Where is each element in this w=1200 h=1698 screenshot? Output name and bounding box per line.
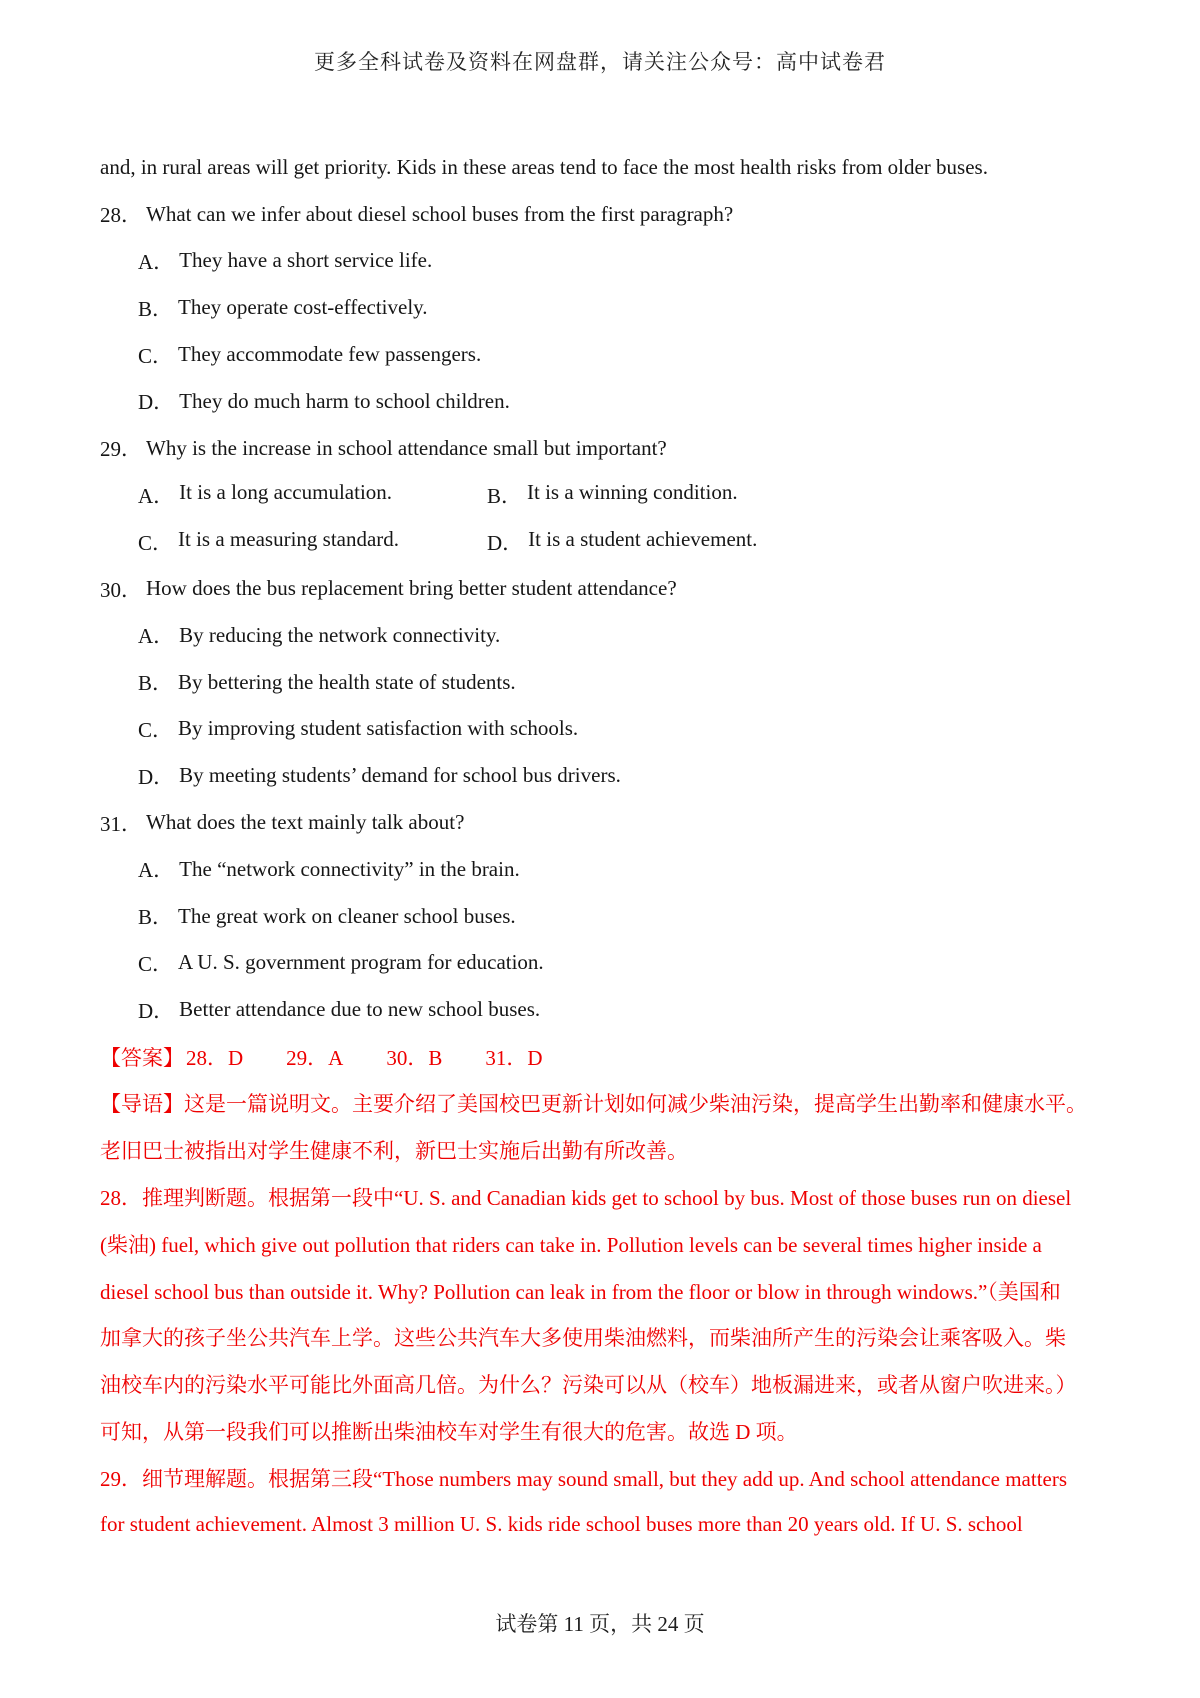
q28-option-b [100,284,1110,331]
analysis-intro-text-1: 这是一篇说明文。主要介绍了美国校巴更新计划如何减少柴油污染，提高学生出勤率和健康水平。 [184,1092,1087,1117]
explanation-28-line-6: 可知，从第一段我们可以推断出柴油校车对学生有很大的危害。故选 D 项。 [100,1419,798,1444]
answer-item-31: 31．D [485,1045,543,1070]
q31-option-c [100,940,1110,987]
q30-option-c [100,706,1110,753]
q28-option-a-label: A． [138,249,175,274]
answer-item-28: 28．D [186,1045,244,1070]
analysis-intro-line-1 [100,1080,1110,1127]
q28-option-b-text: They operate cost-effectively. [178,295,428,320]
question-30-number: 30． [100,577,142,602]
q28-option-d [100,378,1110,425]
question-29-number: 29． [100,437,142,462]
answer-item-29: 29．A [286,1045,344,1070]
q29-options-row-2 [100,518,1110,565]
q31-option-a [100,846,1110,893]
q30-option-a [100,612,1110,659]
question-31 [100,799,1110,846]
q29-option-b-text: It is a winning condition. [527,479,738,504]
question-31-text: What does the text mainly talk about? [146,810,465,835]
q30-option-b-text: By bettering the health state of students. [178,669,516,694]
explanation-28-line-1: 28．推理判断题。根据第一段中“U. S. and Canadian kids get to school by bus. Most of those buses run on diesel [100,1185,1072,1210]
q30-option-d-label: D． [138,764,175,789]
q28-option-d-label: D． [138,390,175,415]
q30-option-c-text: By improving student satisfaction with schools. [178,716,579,741]
explanation-28-line-4: 加拿大的孩子坐公共汽车上学。这些公共汽车大多使用柴油燃料，而柴油所产生的污染会让乘客吸入。柴 [100,1326,1066,1351]
explanation-28-line-3: diesel school bus than outside it. Why? Pollution can leak in from the floor or blow in through windows.”（美国和 [100,1279,1061,1304]
q31-option-a-label: A． [138,858,175,883]
document-body [100,144,1110,1548]
answer-item-30: 30．B [386,1045,443,1070]
question-29-text: Why is the increase in school attendance small but important? [146,435,667,460]
q28-option-c [100,331,1110,378]
q29-option-c-label: C． [138,530,174,555]
question-28 [100,191,1110,238]
q29-option-d-text: It is a student achievement. [528,526,758,551]
explanation-28-line-5: 油校车内的污染水平可能比外面高几倍。为什么？污染可以从（校车）地板漏进来，或者从窗户吹进来。） [100,1373,1077,1398]
q28-option-a [100,238,1110,285]
question-29 [100,425,1110,472]
q30-option-b-label: B． [138,671,174,696]
q31-option-b-label: B． [138,905,174,930]
q29-option-a-label: A． [138,483,175,508]
explanation-29-line-1: 29．细节理解题。根据第三段“Those numbers may sound small, but they add up. And school attendance matters [100,1466,1068,1491]
q30-option-a-text: By reducing the network connectivity. [179,622,501,647]
q30-option-d [100,752,1110,799]
q29-option-c [138,527,487,557]
analysis-intro-prefix: 【导语】 [100,1092,184,1117]
q31-option-d [100,986,1110,1033]
q29-option-b [487,480,738,510]
q28-option-a-text: They have a short service life. [179,248,433,273]
question-28-number: 28． [100,203,142,228]
q31-option-b-text: The great work on cleaner school buses. [178,903,516,928]
q29-option-b-label: B． [487,483,523,508]
q30-option-b [100,659,1110,706]
q29-option-a-text: It is a long accumulation. [179,479,393,504]
analysis-intro-line-2: 老旧巴士被指出对学生健康不利，新巴士实施后出勤有所改善。 [100,1139,688,1164]
q28-option-b-label: B． [138,296,174,321]
q31-option-c-text: A U. S. government program for education. [178,950,544,975]
q31-option-d-text: Better attendance due to new school buses. [179,997,541,1022]
q30-option-d-text: By meeting students’ demand for school bus drivers. [179,763,621,788]
q31-option-c-label: C． [138,951,174,976]
q28-option-c-label: C． [138,343,174,368]
question-30-text: How does the bus replacement bring better student attendance? [146,576,677,601]
question-31-number: 31． [100,811,142,836]
q31-option-b [100,893,1110,940]
footer-page-number: 试卷第 11 页，共 24 页 [495,1612,705,1636]
q28-option-c-text: They accommodate few passengers. [178,342,482,367]
q29-option-d [487,527,757,557]
question-30 [100,565,1110,612]
header-notice: 更多全科试卷及资料在网盘群，请关注公众号：高中试卷君 [314,50,886,74]
explanation-29-line-2: for student achievement. Almost 3 million U. S. kids ride school buses more than 20 years old. If U. S. school [100,1512,1023,1536]
q29-option-d-label: D． [487,530,524,555]
q29-option-c-text: It is a measuring standard. [178,526,400,551]
answer-line [100,1033,1110,1080]
answer-prefix: 【答案】 [100,1045,184,1070]
q30-option-a-label: A． [138,624,175,649]
q31-option-d-label: D． [138,998,175,1023]
q29-options-row-1 [100,472,1110,519]
q29-option-a [138,480,487,510]
explanation-28-line-2: (柴油) fuel, which give out pollution that riders can take in. Pollution levels can be several times higher inside a [100,1232,1042,1257]
passage-last-line: and, in rural areas will get priority. Kids in these areas tend to face the most health risks from older buses. [100,154,988,179]
q30-option-c-label: C． [138,717,174,742]
q31-option-a-text: The “network connectivity” in the brain. [179,856,520,881]
question-28-text: What can we infer about diesel school buses from the first paragraph? [146,201,734,226]
q28-option-d-text: They do much harm to school children. [179,388,510,413]
